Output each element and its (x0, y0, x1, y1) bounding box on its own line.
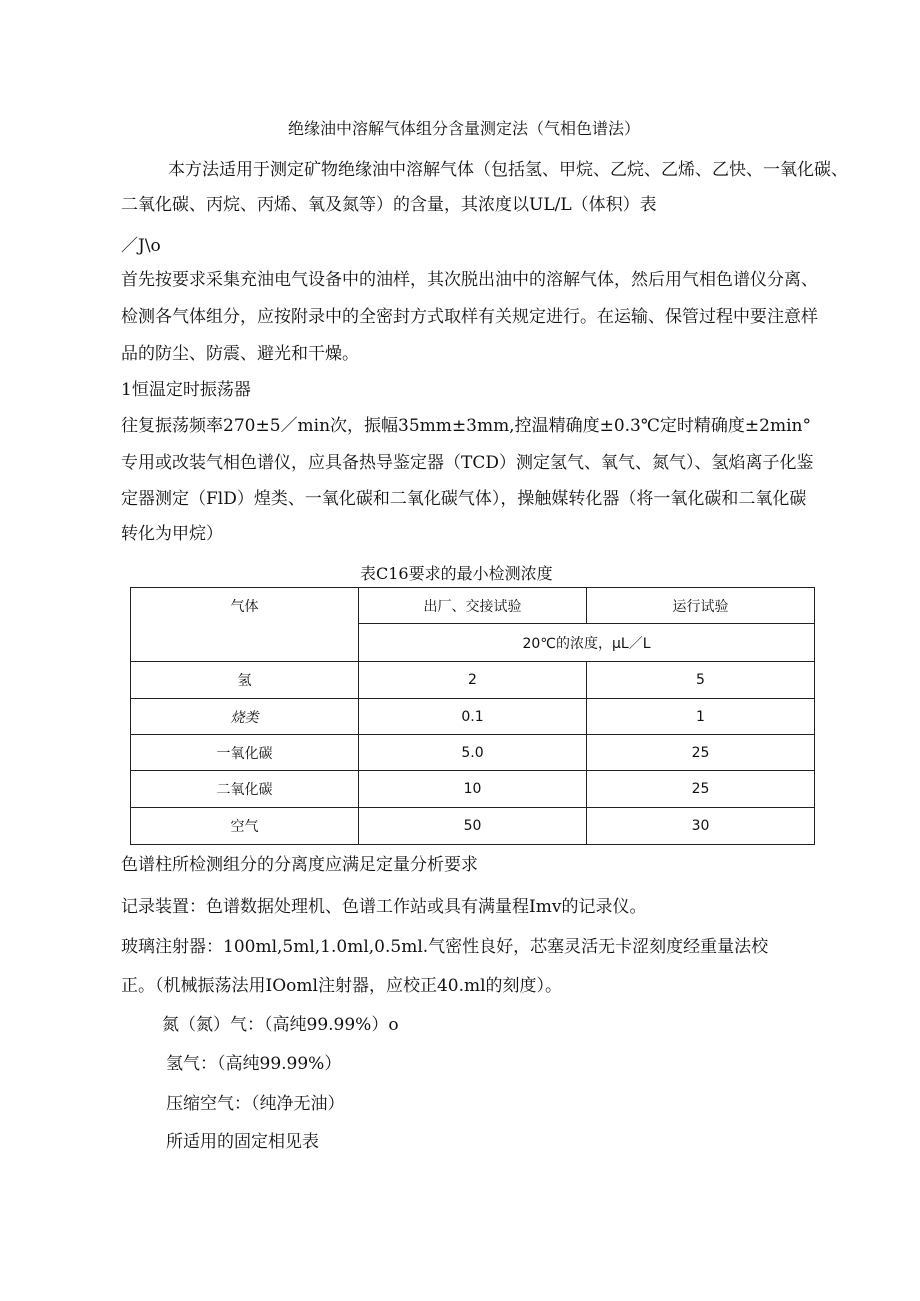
table-row (131, 662, 815, 699)
compressed-air-spec: 压缩空气：（纯净无油） (166, 1094, 345, 1114)
detection-limit-table (130, 587, 815, 845)
header-operation-test: 运行试验 (587, 588, 815, 624)
intro-paragraph-line-3: ／J\o (121, 236, 161, 256)
sampling-paragraph-line-1: 首先按要求采集充油电气设备中的油样，其次脱出油中的溶解气体，然后用气相色谱仪分离、 (121, 270, 818, 290)
oscillator-spec: 往复振荡频率270±5／min次，振幅35mm±3mm,控温精确度±0.3℃定时精确度±2min° (121, 416, 811, 436)
operation-value: 1 (587, 699, 815, 735)
gas-name: 烧类 (131, 699, 359, 735)
operation-value: 25 (587, 771, 815, 808)
operation-value: 25 (587, 735, 815, 771)
fixed-phase-note: 所适用的固定相见表 (166, 1132, 319, 1152)
unit-note: 20℃的浓度，μL／L (359, 624, 815, 662)
factory-value: 10 (359, 771, 587, 808)
intro-paragraph-line-1: 本方法适用于测定矿物绝缘油中溶解气体（包括氢、甲烷、乙烷、乙烯、乙快、一氧化碳、 (168, 160, 848, 180)
factory-value: 5.0 (359, 735, 587, 771)
nitrogen-gas-spec: 氮（氮）气：（高纯99.99%）o (162, 1015, 399, 1035)
gas-name: 氢 (131, 662, 359, 699)
syringe-note-line-2: 正。（机械振荡法用IOoml注射器，应校正40.ml的刻度）。 (121, 976, 563, 996)
hydrogen-gas-spec: 氢气：（高纯99.99%） (166, 1054, 342, 1074)
operation-value: 30 (587, 808, 815, 845)
factory-value: 2 (359, 662, 587, 699)
table-row (131, 735, 815, 771)
operation-value: 5 (587, 662, 815, 699)
table-header-row (131, 588, 815, 624)
table-caption: 表C16要求的最小检测浓度 (360, 564, 553, 583)
sampling-paragraph-line-2: 检测各气体组分，应按附录中的全密封方式取样有关规定进行。在运输、保管过程中要注意样 (121, 307, 818, 327)
gas-name: 二氧化碳 (131, 771, 359, 808)
section-1-heading: 1恒温定时振荡器 (121, 380, 251, 400)
table-row (131, 808, 815, 845)
table-row (131, 771, 815, 808)
gc-paragraph-line-2: 定器测定（FlD）煌类、一氧化碳和二氧化碳气体），操触媒转化器（将一氧化碳和二氧化碳 (121, 489, 807, 509)
intro-paragraph-line-2: 二氧化碳、丙烷、丙烯、氧及氮等）的含量，其浓度以UL/L（体积）表 (121, 195, 657, 215)
table-row (131, 699, 815, 735)
gas-name: 空气 (131, 808, 359, 845)
gc-paragraph-line-1: 专用或改装气相色谱仪，应具备热导鉴定器（TCD）测定氢气、氧气、氮气）、氢焰离子化鉴 (121, 453, 814, 473)
factory-value: 50 (359, 808, 587, 845)
header-factory-test: 出厂、交接试验 (359, 588, 587, 624)
gas-name: 一氧化碳 (131, 735, 359, 771)
header-gas: 气体 (131, 588, 359, 662)
column-separation-note: 色谱柱所检测组分的分离度应满足定量分析要求 (121, 855, 478, 875)
document-title: 绝缘油中溶解气体组分含量测定法（气相色谱法） (288, 119, 641, 138)
gc-paragraph-line-3: 转化为甲烷） (121, 524, 223, 544)
sampling-paragraph-line-3: 品的防尘、防震、避光和干燥。 (121, 344, 359, 364)
factory-value: 0.1 (359, 699, 587, 735)
syringe-note-line-1: 玻璃注射器：100ml,5ml,1.0ml,0.5ml.气密性良好，芯塞灵活无卡涩刻度经重量法校 (121, 937, 769, 957)
recorder-note: 记录装置：色谱数据处理机、色谱工作站或具有满量程Imv的记录仪。 (121, 897, 647, 917)
